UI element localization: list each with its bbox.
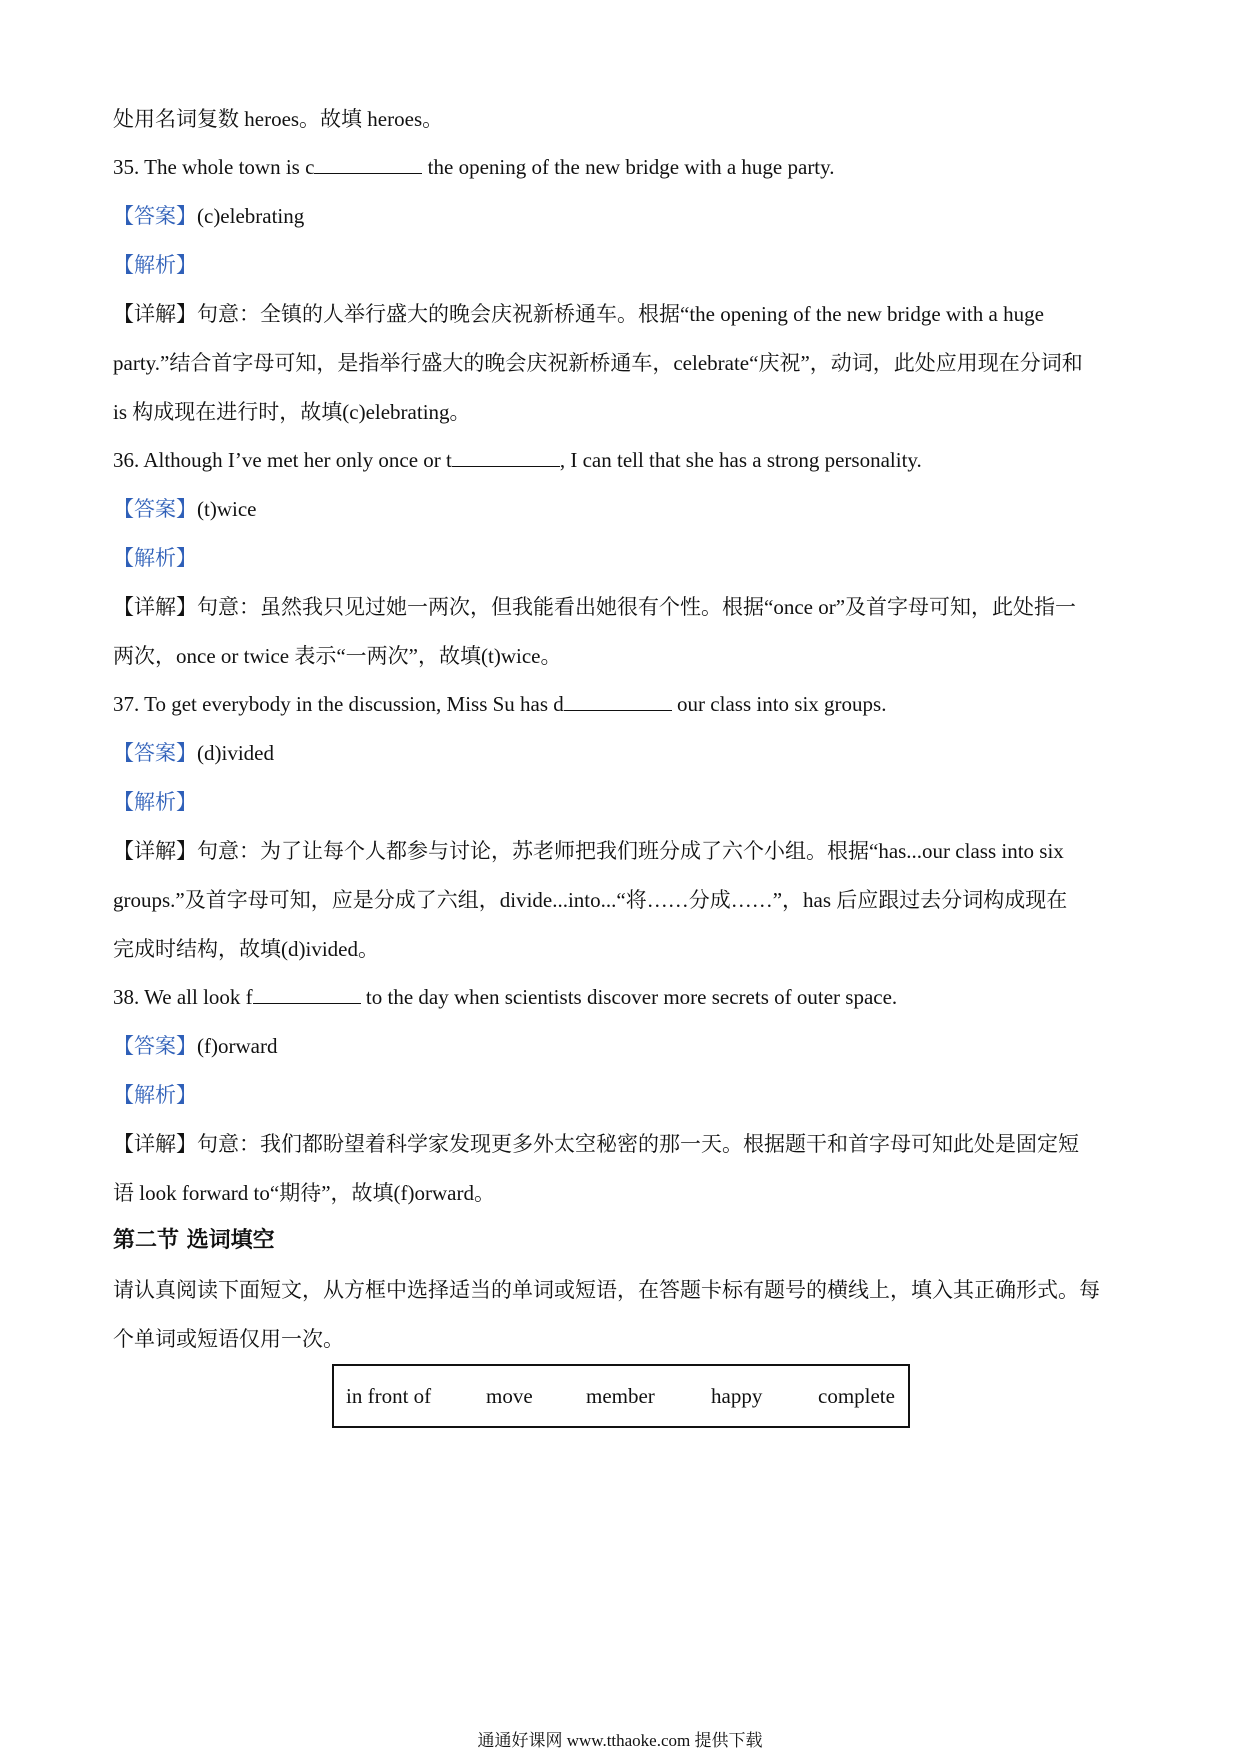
explanation-38-line2: 语 look forward to“期待”，故填(f)orward。 bbox=[113, 1181, 495, 1205]
answer-35: 【答案】(c)elebrating bbox=[113, 204, 305, 228]
explanation-label: 【详解】 bbox=[113, 839, 197, 863]
explanation-38-line1: 【详解】句意：我们都盼望着科学家发现更多外太空秘密的那一天。根据题干和首字母可知此处是固定短 bbox=[113, 1132, 1079, 1156]
question-37: 37. To get everybody in the discussion, Miss Su has d our class into six groups. bbox=[113, 692, 887, 716]
answer-label: 【答案】 bbox=[113, 741, 197, 765]
explanation-35-line1: 【详解】句意：全镇的人举行盛大的晚会庆祝新桥通车。根据“the opening of the new bridge with a huge bbox=[113, 302, 1044, 326]
analysis-label: 【解析】 bbox=[113, 546, 197, 570]
question-38: 38. We all look f to the day when scientists discover more secrets of outer space. bbox=[113, 985, 898, 1009]
explanation-35-line3: is 构成现在进行时，故填(c)elebrating。 bbox=[113, 400, 471, 424]
answer-blank bbox=[564, 690, 672, 711]
explanation-36-line2: 两次，once or twice 表示“一两次”，故填(t)wice。 bbox=[113, 644, 562, 668]
answer-blank bbox=[314, 153, 422, 174]
answer-label: 【答案】 bbox=[113, 1034, 197, 1058]
instruction-line2: 个单词或短语仅用一次。 bbox=[113, 1327, 344, 1351]
answer-37: 【答案】(d)ivided bbox=[113, 741, 274, 765]
word-option: member bbox=[586, 1384, 655, 1408]
explanation-35-line2: party.”结合首字母可知，是指举行盛大的晚会庆祝新桥通车，celebrate“庆祝”，动词，此处应用现在分词和 bbox=[113, 351, 1083, 375]
question-36: 36. Although I’ve met her only once or t , I can tell that she has a strong personality. bbox=[113, 448, 922, 472]
explanation-36-line1: 【详解】句意：虽然我只见过她一两次，但我能看出她很有个性。根据“once or”及首字母可知，此处指一 bbox=[113, 595, 1077, 619]
text-line: 处用名词复数 heroes。故填 heroes。 bbox=[113, 107, 444, 131]
explanation-37-line2: groups.”及首字母可知，应是分成了六组，divide...into...“将……分成……”，has 后应跟过去分词构成现在 bbox=[113, 888, 1068, 912]
word-option: in front of bbox=[346, 1384, 432, 1408]
answer-38: 【答案】(f)orward bbox=[113, 1034, 278, 1058]
answer-blank bbox=[253, 983, 361, 1004]
word-box bbox=[332, 1364, 910, 1428]
answer-blank bbox=[452, 446, 560, 467]
explanation-37-line3: 完成时结构，故填(d)ivided。 bbox=[113, 937, 379, 961]
explanation-37-line1: 【详解】句意：为了让每个人都参与讨论，苏老师把我们班分成了六个小组。根据“has...our class into six bbox=[113, 839, 1064, 863]
analysis-label: 【解析】 bbox=[113, 790, 197, 814]
word-option: move bbox=[486, 1384, 533, 1408]
page-footer: 通通好课网 www.tthaoke.com 提供下载 bbox=[477, 1731, 763, 1750]
instruction-line1: 请认真阅读下面短文，从方框中选择适当的单词或短语，在答题卡标有题号的横线上，填入其正确形式。每 bbox=[113, 1278, 1100, 1302]
section-title: 第二节 选词填空 bbox=[113, 1228, 275, 1253]
explanation-label: 【详解】 bbox=[113, 1132, 197, 1156]
word-option: complete bbox=[818, 1384, 895, 1408]
question-35: 35. The whole town is c the opening of the new bridge with a huge party. bbox=[113, 155, 835, 179]
analysis-label: 【解析】 bbox=[113, 1083, 197, 1107]
answer-36: 【答案】(t)wice bbox=[113, 497, 257, 521]
explanation-label: 【详解】 bbox=[113, 302, 197, 326]
word-option: happy bbox=[711, 1384, 763, 1408]
explanation-label: 【详解】 bbox=[113, 595, 197, 619]
answer-label: 【答案】 bbox=[113, 204, 197, 228]
analysis-label: 【解析】 bbox=[113, 253, 197, 277]
answer-label: 【答案】 bbox=[113, 497, 197, 521]
